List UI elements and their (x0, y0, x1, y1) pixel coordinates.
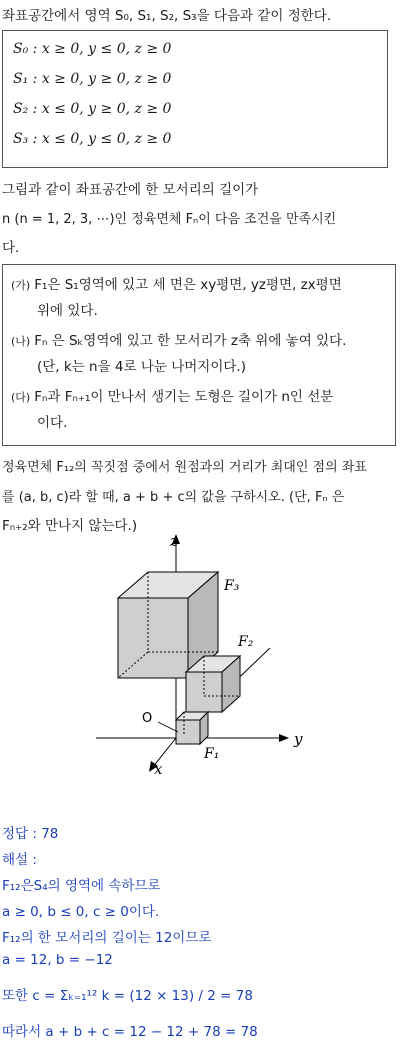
solution-line-4: a = 12, b = −12 (2, 952, 113, 968)
region-s1: S₁ : x ≥ 0, y ≥ 0, z ≥ 0 (13, 71, 172, 87)
answer-line: 정답 : 78 (2, 826, 59, 842)
stem-line-2: n (n = 1, 2, 3, ⋯)인 정육면체 Fₙ이 다음 조건을 만족시킨 (2, 212, 337, 227)
condition-na (11, 329, 346, 349)
question-line-2: 를 (a, b, c)라 할 때, a + b + c의 값을 구하시오. (단, Fₙ 은 (2, 490, 345, 505)
condition-ga-cont: 위에 있다. (37, 303, 98, 319)
f2-label: F₂ (238, 634, 254, 650)
stem-line-1: 그림과 같이 좌표공간에 한 모서리의 길이가 (2, 182, 259, 198)
solution-line-1: F₁₂은S₄의 영역에 속하므로 (2, 878, 161, 894)
solution-heading: 해설 : (2, 852, 37, 868)
solution-line-6: 따라서 a + b + c = 12 − 12 + 78 = 78 (2, 1024, 258, 1040)
condition-text: Fₙ과 Fₙ₊₁이 만나서 생기는 도형은 길이가 n인 선분 (34, 389, 334, 405)
condition-text: Fₙ 은 Sₖ영역에 있고 한 모서리가 z축 위에 놓여 있다. (34, 333, 347, 349)
stem-line-3: 다. (2, 240, 20, 256)
regions-box (2, 30, 388, 168)
condition-tag: (가) (11, 279, 31, 292)
f1-label: F₁ (204, 746, 220, 762)
solution-line-5: 또한 c = Σₖ₌₁¹² k = (12 × 13) / 2 = 78 (2, 988, 253, 1004)
condition-da-cont: 이다. (37, 415, 68, 431)
condition-da (11, 385, 333, 405)
cube-f1 (176, 712, 208, 744)
question-line-3: Fₙ₊₂와 만나지 않는다.) (2, 518, 138, 534)
condition-tag: (다) (11, 391, 31, 404)
y-axis-label: y (294, 730, 303, 748)
condition-ga (11, 273, 342, 293)
condition-na-cont: (단, k는 n을 4로 나눈 나머지이다.) (37, 359, 246, 375)
cube-f2 (186, 656, 240, 712)
condition-text: F₁은 S₁영역에 있고 세 면은 xy평면, yz평면, zx평면 (34, 277, 342, 293)
problem-intro: 좌표공간에서 영역 S₀, S₁, S₂, S₃을 다음과 같이 정한다. (2, 8, 332, 24)
origin-pointer (158, 722, 178, 732)
x-axis-label: x (154, 760, 163, 778)
cube-figure (80, 528, 320, 778)
condition-tag: (나) (11, 335, 31, 348)
origin-label: O (142, 711, 153, 726)
z-axis-label: z (170, 532, 178, 550)
f3-label: F₃ (224, 578, 240, 594)
region-s2: S₂ : x ≤ 0, y ≥ 0, z ≥ 0 (13, 101, 172, 117)
region-s3: S₃ : x ≤ 0, y ≤ 0, z ≥ 0 (13, 131, 172, 147)
conditions-box (2, 264, 396, 446)
region-s0: S₀ : x ≥ 0, y ≤ 0, z ≥ 0 (13, 41, 172, 57)
solution-line-3: F₁₂의 한 모서리의 길이는 12이므로 (2, 930, 212, 946)
solution-line-2: a ≥ 0, b ≤ 0, c ≥ 0이다. (2, 904, 160, 920)
y-axis-arrow (279, 734, 289, 742)
question-line-1: 정육면체 F₁₂의 꼭짓점 중에서 원점과의 거리가 최대인 점의 좌표 (2, 460, 367, 475)
